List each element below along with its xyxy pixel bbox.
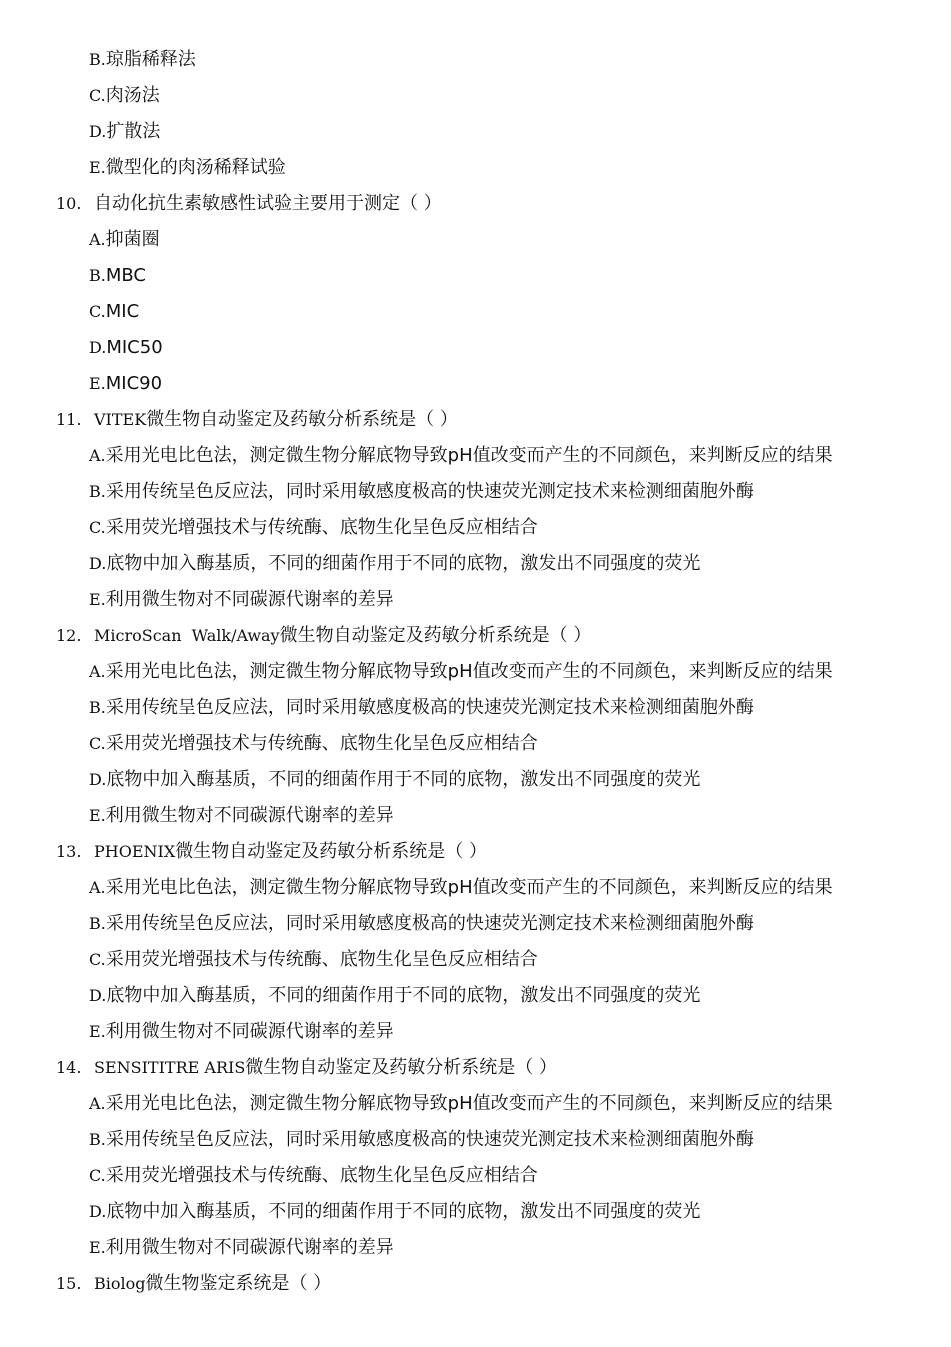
- option-letter: C.: [89, 86, 106, 105]
- option-letter: D.: [89, 554, 107, 573]
- question-line: [0, 618, 951, 654]
- option-text: 利用微生物对不同碳源代谢率的差异: [105, 1021, 394, 1042]
- document-page: [0, 42, 951, 1302]
- option-line: [0, 1158, 951, 1194]
- option-line: [0, 222, 951, 258]
- option-text: 微型化的肉汤稀释试验: [105, 157, 286, 178]
- question-text: 微生物自动鉴定及药敏分析系统是（ ）: [245, 1057, 558, 1078]
- option-line: [0, 114, 951, 150]
- option-letter: D.: [89, 122, 107, 141]
- option-line: [0, 1122, 951, 1158]
- option-line: [0, 654, 951, 690]
- option-letter: A.: [89, 878, 106, 897]
- option-letter: D.: [89, 338, 107, 357]
- option-text: 采用传统呈色反应法，同时采用敏感度极高的快速荧光测定技术来检测细菌胞外酶: [105, 481, 754, 502]
- option-letter: A.: [89, 446, 106, 465]
- option-text: 采用光电比色法，测定微生物分解底物导致pH值改变而产生的不同颜色，来判断反应的结果: [105, 661, 833, 682]
- option-line: [0, 582, 951, 618]
- option-text: MBC: [105, 265, 146, 286]
- question-line: [0, 402, 951, 438]
- question-number: 14.: [56, 1058, 82, 1077]
- option-line: [0, 906, 951, 942]
- option-line: [0, 150, 951, 186]
- option-letter: C.: [89, 302, 106, 321]
- option-letter: E.: [89, 158, 106, 177]
- option-text: 采用传统呈色反应法，同时采用敏感度极高的快速荧光测定技术来检测细菌胞外酶: [105, 697, 754, 718]
- option-letter: A.: [89, 1094, 106, 1113]
- option-letter: D.: [89, 770, 107, 789]
- option-text: 采用荧光增强技术与传统酶、底物生化呈色反应相结合: [105, 949, 538, 970]
- option-line: [0, 726, 951, 762]
- question-line: [0, 1050, 951, 1086]
- option-line: [0, 294, 951, 330]
- option-text: 底物中加入酶基质，不同的细菌作用于不同的底物，激发出不同强度的荧光: [106, 985, 701, 1006]
- option-text: 利用微生物对不同碳源代谢率的差异: [105, 589, 394, 610]
- option-letter: E.: [89, 806, 106, 825]
- option-line: [0, 42, 951, 78]
- question-text: 微生物鉴定系统是（ ）: [145, 1273, 332, 1294]
- option-line: [0, 690, 951, 726]
- option-line: [0, 942, 951, 978]
- option-line: [0, 78, 951, 114]
- question-number: 15.: [56, 1274, 82, 1293]
- question-number: 10.: [56, 194, 82, 213]
- option-text: 采用荧光增强技术与传统酶、底物生化呈色反应相结合: [105, 1165, 538, 1186]
- option-text: 扩散法: [106, 121, 161, 142]
- option-text: 采用荧光增强技术与传统酶、底物生化呈色反应相结合: [105, 517, 538, 538]
- question-system-name: PHOENIX: [94, 842, 176, 861]
- option-letter: A.: [89, 230, 106, 249]
- option-letter: C.: [89, 950, 106, 969]
- option-letter: C.: [89, 1166, 106, 1185]
- option-line: [0, 366, 951, 402]
- option-line: [0, 258, 951, 294]
- option-letter: E.: [89, 374, 106, 393]
- option-text: 采用荧光增强技术与传统酶、底物生化呈色反应相结合: [105, 733, 538, 754]
- option-text: 利用微生物对不同碳源代谢率的差异: [105, 805, 394, 826]
- option-letter: B.: [89, 50, 106, 69]
- option-line: [0, 1014, 951, 1050]
- option-line: [0, 978, 951, 1014]
- question-number: 13.: [56, 842, 82, 861]
- option-text: 采用光电比色法，测定微生物分解底物导致pH值改变而产生的不同颜色，来判断反应的结果: [105, 877, 833, 898]
- option-text: 采用光电比色法，测定微生物分解底物导致pH值改变而产生的不同颜色，来判断反应的结果: [105, 1093, 833, 1114]
- option-line: [0, 870, 951, 906]
- question-system-name: Biolog: [94, 1274, 146, 1293]
- question-line: [0, 186, 951, 222]
- option-letter: C.: [89, 518, 106, 537]
- question-line: [0, 1266, 951, 1302]
- question-number: 12.: [56, 626, 82, 645]
- option-text: 采用传统呈色反应法，同时采用敏感度极高的快速荧光测定技术来检测细菌胞外酶: [105, 1129, 754, 1150]
- option-text: 采用传统呈色反应法，同时采用敏感度极高的快速荧光测定技术来检测细菌胞外酶: [105, 913, 754, 934]
- option-line: [0, 1086, 951, 1122]
- option-letter: E.: [89, 590, 106, 609]
- option-line: [0, 1230, 951, 1266]
- option-letter: D.: [89, 1202, 107, 1221]
- option-line: [0, 474, 951, 510]
- option-line: [0, 510, 951, 546]
- option-text: 底物中加入酶基质，不同的细菌作用于不同的底物，激发出不同强度的荧光: [106, 769, 701, 790]
- option-letter: E.: [89, 1022, 106, 1041]
- option-line: [0, 762, 951, 798]
- option-line: [0, 546, 951, 582]
- question-number: 11.: [56, 410, 82, 429]
- option-text: 底物中加入酶基质，不同的细菌作用于不同的底物，激发出不同强度的荧光: [106, 1201, 701, 1222]
- question-text: 微生物自动鉴定及药敏分析系统是（ ）: [279, 625, 592, 646]
- option-line: [0, 798, 951, 834]
- option-letter: B.: [89, 698, 106, 717]
- option-text: 利用微生物对不同碳源代谢率的差异: [105, 1237, 394, 1258]
- question-text: 自动化抗生素敏感性试验主要用于测定（ ）: [94, 193, 442, 214]
- option-text: MIC50: [106, 337, 163, 358]
- option-text: 抑菌圈: [105, 229, 160, 250]
- option-letter: E.: [89, 1238, 106, 1257]
- option-line: [0, 1194, 951, 1230]
- question-text: 微生物自动鉴定及药敏分析系统是（ ）: [175, 841, 487, 862]
- option-letter: D.: [89, 986, 107, 1005]
- question-text: 微生物自动鉴定及药敏分析系统是（ ）: [146, 409, 458, 430]
- question-system-name: SENSITITRE ARIS: [94, 1058, 246, 1077]
- option-letter: A.: [89, 662, 106, 681]
- option-text: 采用光电比色法，测定微生物分解底物导致pH值改变而产生的不同颜色，来判断反应的结果: [105, 445, 833, 466]
- option-letter: B.: [89, 266, 106, 285]
- option-text: MIC: [105, 301, 140, 322]
- option-text: MIC90: [105, 373, 163, 394]
- option-line: [0, 438, 951, 474]
- option-line: [0, 330, 951, 366]
- option-letter: B.: [89, 914, 106, 933]
- option-letter: B.: [89, 1130, 106, 1149]
- option-letter: C.: [89, 734, 106, 753]
- option-text: 琼脂稀释法: [105, 49, 196, 70]
- option-text: 底物中加入酶基质，不同的细菌作用于不同的底物，激发出不同强度的荧光: [106, 553, 701, 574]
- question-system-name: MicroScan Walk/Away: [94, 626, 280, 645]
- option-text: 肉汤法: [105, 85, 160, 106]
- question-line: [0, 834, 951, 870]
- option-letter: B.: [89, 482, 106, 501]
- question-system-name: VITEK: [94, 410, 147, 429]
